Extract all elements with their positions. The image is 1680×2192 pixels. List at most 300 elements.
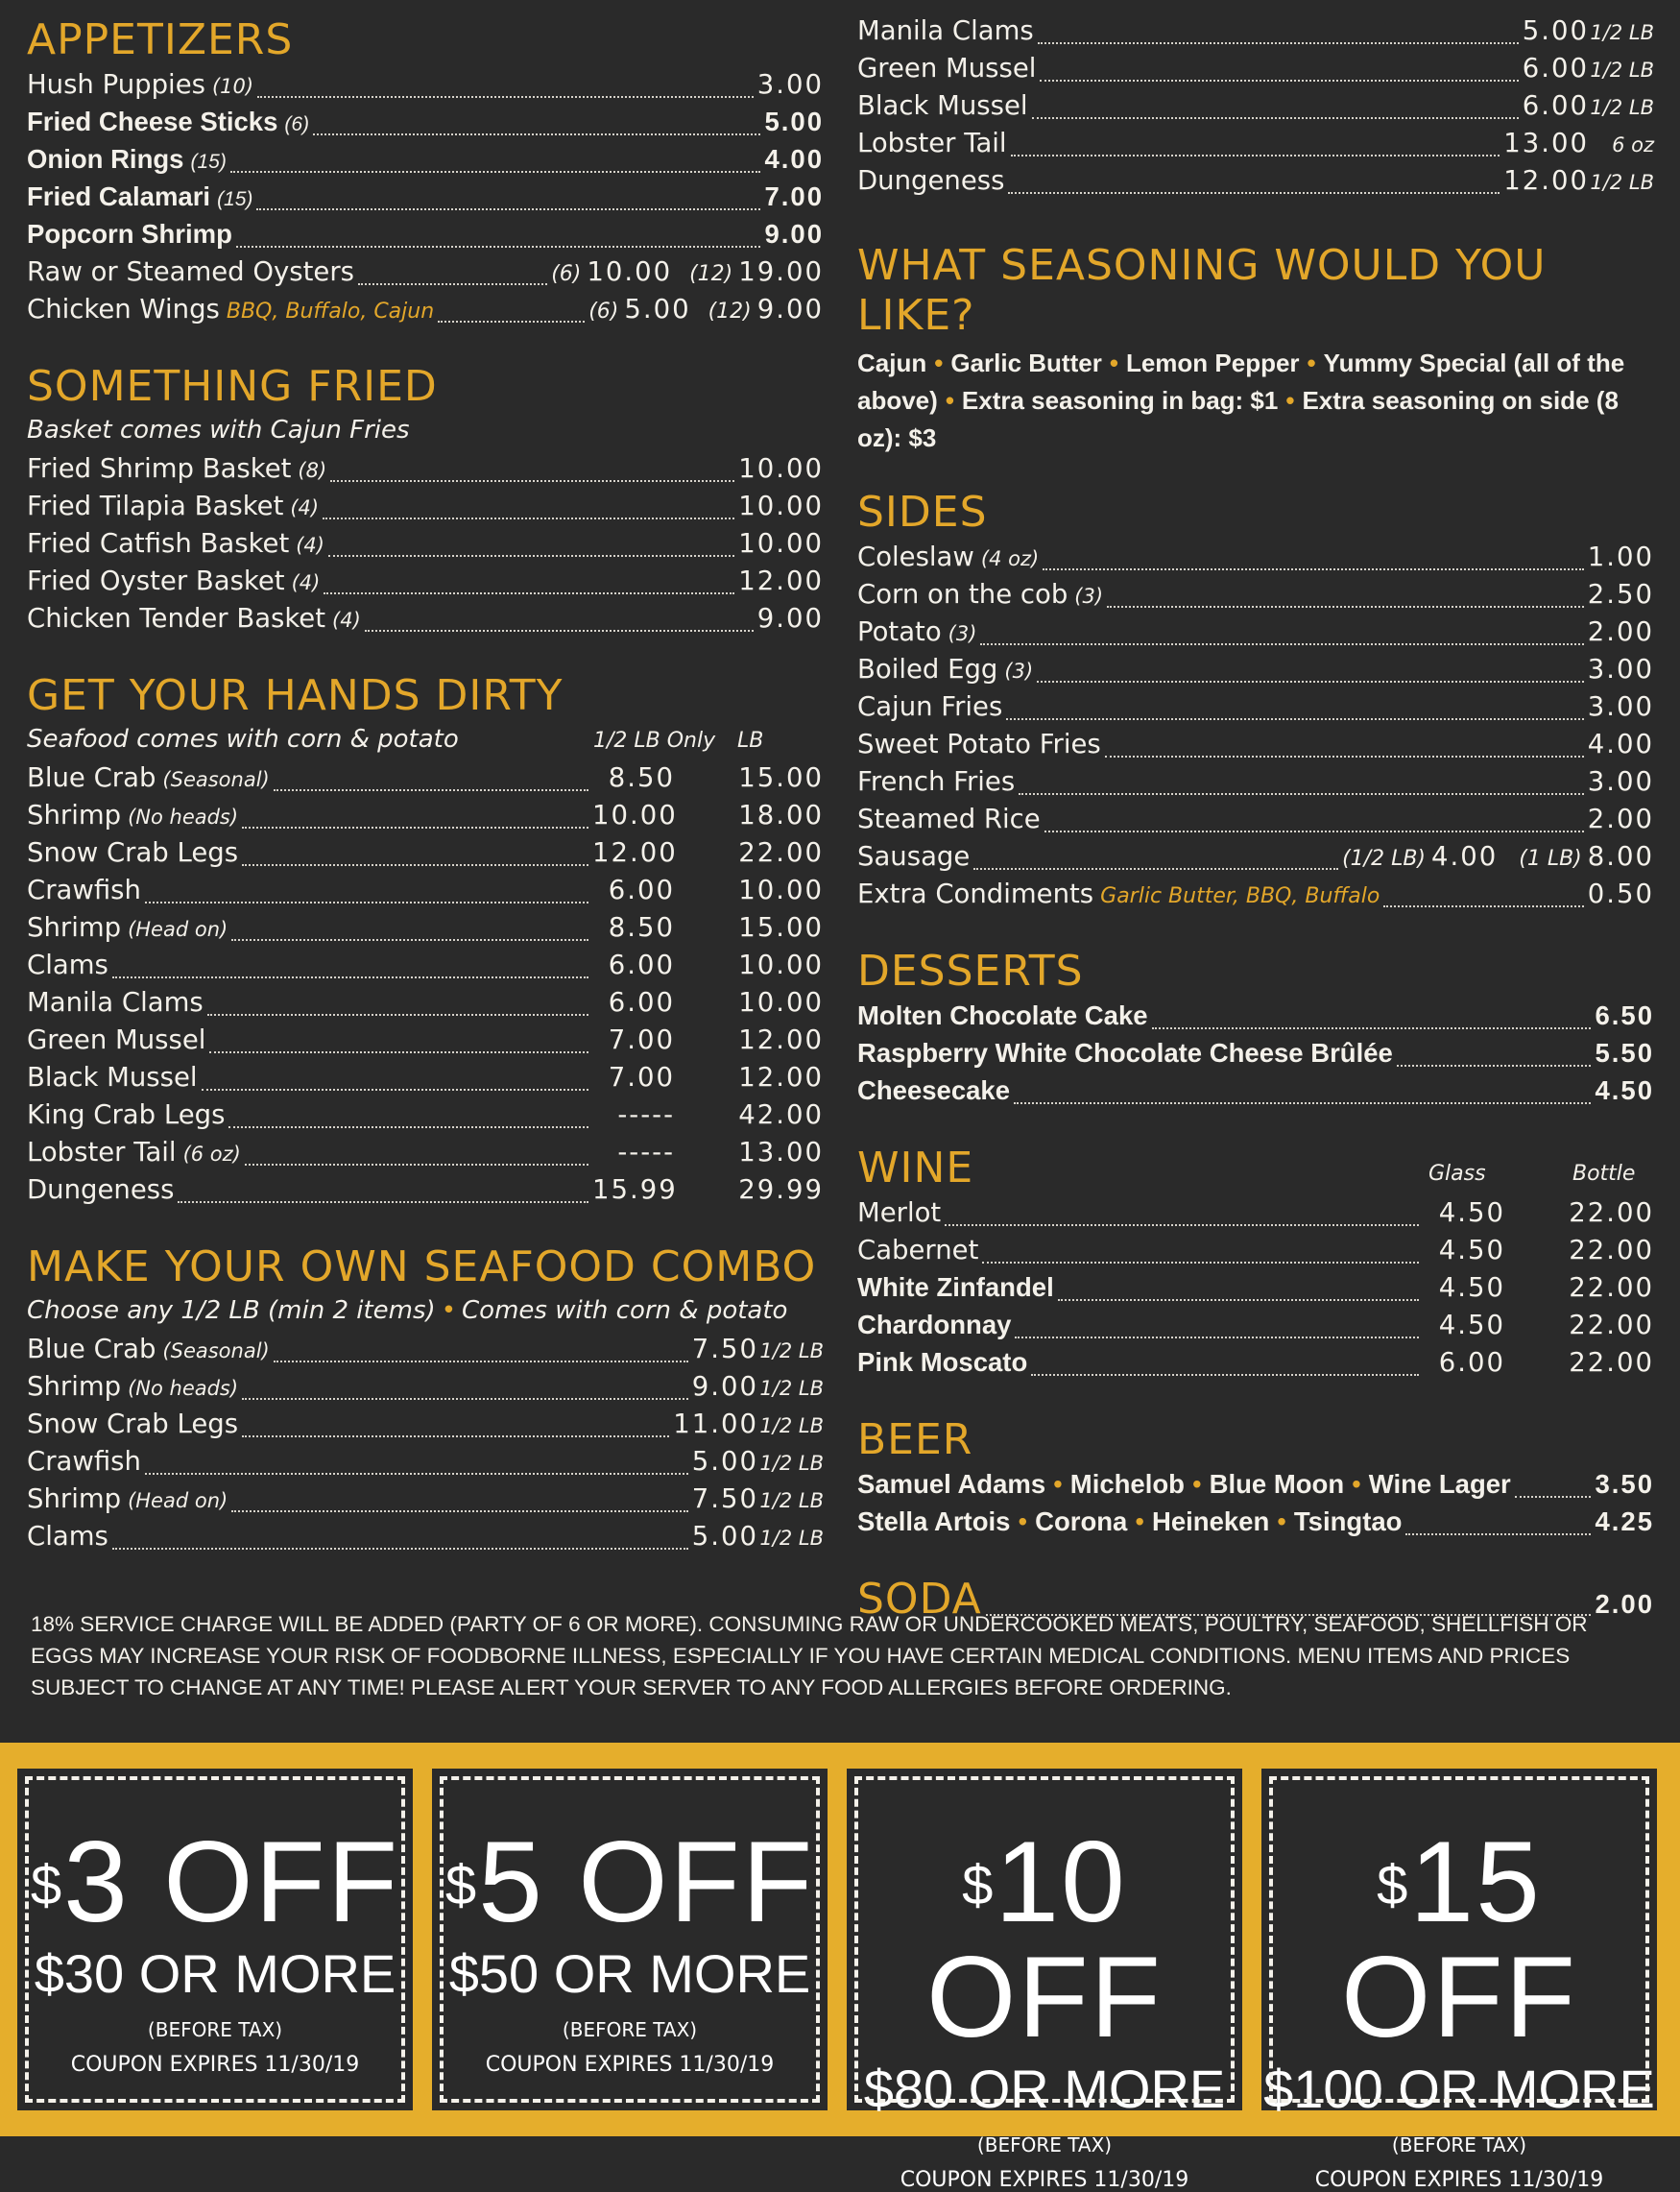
sides-list (857, 542, 1654, 841)
coupon-discount (17, 1818, 413, 1946)
item-name: Fried Shrimp Basket (27, 453, 292, 484)
leader-dots (242, 827, 588, 829)
hands-dirty-title: GET YOUR HANDS DIRTY (27, 671, 564, 720)
item-name: Shrimp (27, 1483, 122, 1514)
leader-dots (145, 902, 588, 903)
item-name: Manila Clams (857, 15, 1034, 46)
menu-item (27, 603, 824, 640)
item-price: 2.50 (1587, 579, 1654, 610)
coupon-discount (1261, 1818, 1657, 2061)
menu-item (857, 616, 1654, 654)
menu-item (27, 1446, 824, 1483)
coupon-tax-note: (BEFORE TAX) (147, 2018, 283, 2041)
item-price: 10.00 (738, 491, 824, 521)
item-name: Black Mussel (27, 1062, 198, 1093)
discount-amount: 15 (1409, 1818, 1542, 1946)
right-column (857, 15, 1654, 1655)
leader-dots (313, 133, 760, 135)
desserts-list (857, 1000, 1654, 1113)
item-price-lb: 15.00 (738, 762, 824, 793)
item-name: Sausage (857, 841, 971, 872)
item-price: 3.00 (1587, 691, 1654, 722)
item-price-half-lb: 7.00 (608, 1062, 675, 1093)
item-price-half-lb: 10.00 (592, 800, 678, 831)
item-name: King Crab Legs (27, 1099, 226, 1130)
leader-dots (982, 1262, 1419, 1264)
item-name: Chicken Wings (27, 294, 220, 325)
beer-name: Corona (1035, 1506, 1128, 1536)
item-price-half-lb: 7.00 (608, 1024, 675, 1055)
leader-dots (242, 1435, 669, 1437)
item-name: Corn on the cob (857, 579, 1068, 610)
column-header-bottle: Bottle (1572, 1162, 1636, 1186)
menu-item-sausage (857, 841, 1654, 879)
item-name: Onion Rings (27, 144, 184, 174)
item-name: Steamed Rice (857, 804, 1041, 834)
seasoning-section (857, 241, 1654, 457)
coupon-card (1261, 1769, 1657, 2192)
discount-amount: 3 (63, 1818, 130, 1946)
menu-item (27, 453, 824, 491)
leader-dots (1015, 1337, 1419, 1338)
seasoning-option: Yummy Special (all of the above) (857, 349, 1625, 415)
item-price: 5.00 (691, 1446, 758, 1477)
menu-item (27, 1483, 824, 1521)
item-name: Dungeness (27, 1174, 175, 1205)
menu-item (27, 950, 824, 987)
item-name: Fried Catfish Basket (27, 528, 290, 559)
item-note: (Seasonal) (162, 1339, 270, 1362)
item-price: 5.00 (764, 107, 824, 136)
menu-item (27, 107, 824, 144)
leader-dots (274, 1361, 688, 1362)
leader-dots (209, 1051, 588, 1053)
subtitle-text: Basket comes with Cajun Fries (27, 416, 410, 445)
item-price: 9.00 (756, 294, 824, 325)
beer-name: Blue Moon (1209, 1469, 1345, 1499)
leader-dots (973, 868, 1338, 870)
sides-title: SIDES (857, 488, 988, 537)
item-price-bottle: 22.00 (1569, 1197, 1654, 1228)
coupon-card (17, 1769, 413, 2110)
item-price: 6.50 (1595, 1000, 1654, 1030)
something-fried-section (27, 362, 824, 640)
leader-dots (1031, 1374, 1419, 1376)
bullet-separator: • (1018, 1506, 1028, 1536)
item-quantity: (6) (588, 300, 619, 324)
beer-name: Stella Artois (857, 1506, 1011, 1536)
leader-dots (1014, 1102, 1591, 1104)
item-price-lb: 18.00 (738, 800, 824, 831)
leader-dots (1038, 42, 1519, 44)
menu-item-extra-condiments (857, 879, 1654, 916)
item-price-lb: 10.00 (738, 875, 824, 905)
coupon-expiration: COUPON EXPIRES 11/30/19 (485, 2053, 775, 2077)
item-price: 10.00 (738, 453, 824, 484)
item-quantity: (6) (551, 262, 582, 286)
menu-item (27, 1137, 824, 1174)
leader-dots (256, 208, 760, 210)
menu-item (27, 1521, 824, 1558)
item-name: Popcorn Shrimp (27, 219, 232, 249)
leader-dots (1006, 718, 1583, 720)
item-name: Coleslaw (857, 542, 974, 572)
item-price: 4.50 (1595, 1075, 1654, 1105)
item-quantity: (12) (708, 300, 752, 324)
item-name: Clams (27, 1521, 108, 1552)
item-price-half-lb: 12.00 (592, 837, 678, 868)
item-price-lb: 12.00 (738, 1024, 824, 1055)
item-price-lb: 15.00 (738, 912, 824, 943)
leader-dots (1037, 681, 1584, 683)
item-price: 11.00 (673, 1409, 758, 1439)
beer-name: Tsingtao (1293, 1506, 1403, 1536)
item-name: Blue Crab (27, 1334, 156, 1364)
wine-list (857, 1197, 1654, 1385)
beer-list (857, 1469, 1654, 1544)
item-note: (4) (296, 534, 324, 557)
discount-off: OFF (163, 1818, 400, 1946)
leader-dots (1405, 1533, 1591, 1535)
item-price: 6.00 (1522, 90, 1589, 121)
leader-dots (1043, 568, 1584, 570)
leader-dots (324, 592, 734, 594)
item-name: Green Mussel (857, 53, 1037, 84)
leader-dots (980, 643, 1583, 645)
menu-item (27, 181, 824, 219)
item-price-glass: 6.00 (1438, 1347, 1505, 1378)
item-name: Cajun Fries (857, 691, 1003, 722)
item-price-half-lb: 6.00 (608, 987, 675, 1018)
menu-item (857, 1038, 1654, 1075)
hands-dirty-list (27, 762, 824, 1212)
coupon-minimum: $50 OR MORE (448, 1943, 811, 2004)
item-price-bottle: 22.00 (1569, 1347, 1654, 1378)
wine-title: WINE (857, 1144, 974, 1192)
menu-item (857, 165, 1654, 203)
menu-item (857, 729, 1654, 766)
bullet-separator: • (945, 386, 954, 415)
combo-section (27, 1242, 824, 1558)
section-subtitle (27, 725, 824, 762)
item-name: Snow Crab Legs (27, 1409, 239, 1439)
leader-dots (242, 1398, 688, 1400)
item-price-lb: 42.00 (738, 1099, 824, 1130)
desserts-section (857, 947, 1654, 1113)
item-price-lb: 10.00 (738, 950, 824, 980)
item-price: 4.00 (764, 144, 824, 174)
leader-dots (1058, 1299, 1419, 1301)
item-price: 12.00 (738, 566, 824, 596)
hands-dirty-section (27, 671, 824, 1212)
leader-dots (257, 96, 754, 98)
item-name: Raspberry White Chocolate Cheese Brûlée (857, 1038, 1393, 1068)
item-price: 19.00 (738, 256, 824, 287)
item-unit: 1/2 LB (1590, 21, 1654, 44)
item-note: (No heads) (128, 806, 239, 829)
leader-dots (231, 1510, 688, 1512)
item-note: (3) (948, 622, 977, 645)
menu-item (857, 90, 1654, 128)
bullet-separator: • (1285, 386, 1295, 415)
item-price: 6.00 (1522, 53, 1589, 84)
item-note: BBQ, Buffalo, Cajun (226, 300, 435, 324)
menu-item (27, 566, 824, 603)
item-unit: 1/2 LB (759, 1452, 824, 1475)
item-note: (3) (1074, 585, 1104, 608)
leader-dots (1019, 793, 1584, 795)
item-note: (6 oz) (182, 1143, 241, 1166)
leader-dots (228, 1126, 588, 1128)
item-unit: 1/2 LB (1590, 171, 1654, 194)
menu-item (27, 491, 824, 528)
dollar-sign: $ (30, 1854, 64, 1916)
item-price: 13.00 (1503, 128, 1589, 158)
item-note: (4) (332, 609, 361, 632)
menu-item (27, 1099, 824, 1137)
menu-item (857, 53, 1654, 90)
item-price-glass: 4.50 (1438, 1310, 1505, 1340)
desserts-title: DESSERTS (857, 947, 1084, 996)
item-name: Snow Crab Legs (27, 837, 239, 868)
item-name: Molten Chocolate Cake (857, 1000, 1148, 1030)
item-price-half-lb: 6.00 (608, 875, 675, 905)
item-price-half-lb: 8.50 (608, 912, 675, 943)
item-name: Manila Clams (27, 987, 204, 1018)
menu-item (27, 219, 824, 256)
item-price-lb: 22.00 (738, 837, 824, 868)
item-note: (8) (298, 459, 327, 482)
item-name: Shrimp (27, 800, 122, 831)
item-price: 7.50 (691, 1334, 758, 1364)
item-price: 0.50 (1587, 879, 1654, 909)
item-note: (Head on) (128, 918, 228, 941)
leader-dots (1044, 831, 1584, 832)
item-price: 5.50 (1595, 1038, 1654, 1068)
leader-dots (1383, 905, 1583, 907)
beer-title: BEER (857, 1415, 973, 1464)
item-note: (6) (284, 113, 310, 135)
item-name: Merlot (857, 1197, 942, 1228)
dollar-sign: $ (962, 1854, 996, 1916)
column-header-lb: LB (737, 729, 764, 753)
item-price: 4.25 (1595, 1506, 1654, 1536)
item-price: 12.00 (1503, 165, 1589, 196)
menu-item (857, 1000, 1654, 1038)
menu-item (27, 1174, 824, 1212)
item-price-half-lb: 6.00 (608, 950, 675, 980)
item-quantity: (1 LB) (1519, 847, 1582, 871)
coupon-card (847, 1769, 1242, 2192)
seasoning-option: Lemon Pepper (1125, 349, 1300, 377)
menu-item (27, 875, 824, 912)
wine-item (857, 1235, 1654, 1272)
item-price-lb: 13.00 (738, 1137, 824, 1168)
item-name: Lobster Tail (27, 1137, 177, 1168)
item-note: (Head on) (128, 1489, 228, 1512)
beer-row (857, 1469, 1654, 1506)
item-unit: 1/2 LB (759, 1414, 824, 1437)
menu-item (27, 800, 824, 837)
item-name: Lobster Tail (857, 128, 1007, 158)
leader-dots (358, 283, 547, 285)
menu-item (857, 15, 1654, 53)
leader-dots (1105, 756, 1584, 758)
menu-item (27, 1409, 824, 1446)
leader-dots (145, 1473, 688, 1475)
leader-dots (1032, 117, 1519, 119)
appetizers-title: APPETIZERS (27, 15, 294, 64)
coupon-tax-note: (BEFORE TAX) (976, 2133, 1113, 2156)
bullet-separator: • (1109, 349, 1118, 377)
item-note: (10) (211, 75, 254, 98)
menu-item (27, 69, 824, 107)
wine-header (857, 1144, 1654, 1197)
item-name: Sweet Potato Fries (857, 729, 1101, 759)
menu-item (857, 654, 1654, 691)
item-name: Green Mussel (27, 1024, 206, 1055)
wine-item (857, 1272, 1654, 1310)
left-column (27, 15, 824, 1589)
coupon-card (432, 1769, 828, 2110)
item-price-lb: 12.00 (738, 1062, 824, 1093)
item-name: French Fries (857, 766, 1016, 797)
item-name: Fried Cheese Sticks (27, 107, 278, 136)
menu-item (27, 1062, 824, 1099)
seasoning-option: Extra seasoning in bag: $1 (961, 386, 1279, 415)
leader-dots (1152, 1027, 1592, 1029)
item-price-half-lb: ----- (617, 1099, 675, 1130)
leader-dots (112, 1548, 688, 1550)
item-price-glass: 4.50 (1438, 1272, 1505, 1303)
item-price: 10.00 (587, 256, 673, 287)
item-name: Raw or Steamed Oysters (27, 256, 354, 287)
subtitle-text: Comes with corn & potato (462, 1296, 788, 1325)
menu-item (857, 579, 1654, 616)
item-price: 2.00 (1595, 1589, 1654, 1619)
leader-dots (1107, 606, 1584, 608)
discount-amount: 5 (478, 1818, 544, 1946)
menu-item (857, 691, 1654, 729)
item-price: 5.00 (1522, 15, 1589, 46)
item-note: (No heads) (128, 1377, 239, 1400)
disclaimer-text: 18% SERVICE CHARGE WILL BE ADDED (PARTY OF 6 OR MORE). CONSUMING RAW OR UNDERCOOKED MEATS, POULTRY, SEAFOOD, SHELLFISH OR EGGS MAY INCREASE YOUR RISK OF FOODBORNE ILLNESS, ESPECIALLY IF YOU HAVE CERTAIN MEDICAL CONDITIONS. MENU ITEMS AND PRICES SUBJECT TO CHANGE AT ANY TIME! PLEASE ALERT YOUR SERVER TO ANY FOOD ALLERGIES BEFORE ORDERING. (31, 1612, 1588, 1699)
leader-dots (207, 1014, 588, 1016)
item-price: 4.00 (1431, 841, 1499, 872)
menu-item (27, 987, 824, 1024)
section-subtitle (27, 416, 824, 453)
combo-continued (857, 15, 1654, 203)
subtitle-text: Choose any 1/2 LB (min 2 items) (27, 1296, 436, 1325)
leader-dots (112, 976, 588, 978)
item-quantity: (1/2 LB) (1342, 847, 1427, 871)
seasoning-option: Cajun (857, 349, 927, 377)
leader-dots (365, 630, 754, 632)
bullet-separator: • (1277, 1506, 1286, 1536)
item-name: Cheesecake (857, 1075, 1011, 1105)
item-name: Clams (27, 950, 108, 980)
appetizers-section (27, 15, 824, 331)
item-price: 5.00 (691, 1521, 758, 1552)
item-name: Blue Crab (27, 762, 156, 793)
item-price: 3.00 (1587, 654, 1654, 685)
item-price: 1.00 (1587, 542, 1654, 572)
item-name: Shrimp (27, 1371, 122, 1402)
seasoning-option: Garlic Butter (950, 349, 1102, 377)
seasoning-title: WHAT SEASONING WOULD YOU LIKE? (857, 241, 1547, 340)
item-price: 9.00 (691, 1371, 758, 1402)
bullet-separator: • (1053, 1469, 1063, 1499)
menu-item (857, 542, 1654, 579)
fried-list (27, 453, 824, 640)
leader-dots (1008, 192, 1500, 194)
item-name: Potato (857, 616, 942, 647)
bullet-separator: • (1191, 1469, 1202, 1499)
item-note: Garlic Butter, BBQ, Buffalo (1100, 884, 1380, 908)
seasoning-options (857, 345, 1654, 457)
item-name: Boiled Egg (857, 654, 998, 685)
combo-list-left (27, 1334, 824, 1558)
item-price-lb: 29.99 (738, 1174, 824, 1205)
item-name: Extra Condiments (857, 879, 1094, 909)
item-price: 7.00 (764, 181, 824, 211)
item-note: (15) (217, 188, 253, 210)
item-price-glass: 4.50 (1438, 1235, 1505, 1265)
menu-item-oysters (27, 256, 824, 294)
discount-off: OFF (1341, 1933, 1577, 2061)
item-price-bottle: 22.00 (1569, 1272, 1654, 1303)
item-price-lb: 10.00 (738, 987, 824, 1018)
seasoning-option: Extra seasoning on side (8 oz): $3 (857, 386, 1619, 452)
item-note: (15) (190, 151, 227, 173)
item-price: 2.00 (1587, 616, 1654, 647)
menu-item (857, 128, 1654, 165)
combo-list-right (857, 15, 1654, 203)
item-name: Chicken Tender Basket (27, 603, 326, 634)
leader-dots (1011, 155, 1500, 157)
coupon-expiration: COUPON EXPIRES 11/30/19 (1314, 2168, 1604, 2192)
beer-row (857, 1506, 1654, 1544)
menu-item (27, 837, 824, 875)
menu-item (27, 912, 824, 950)
item-price: 3.50 (1595, 1469, 1654, 1499)
item-price: 8.00 (1587, 841, 1654, 872)
wine-item (857, 1310, 1654, 1347)
item-unit: 1/2 LB (1590, 96, 1654, 119)
item-unit: 6 oz (1612, 133, 1654, 157)
column-header-half-lb: 1/2 LB Only (593, 729, 716, 753)
coupon-discount (432, 1818, 828, 1946)
item-price-half-lb: ----- (617, 1137, 675, 1168)
item-unit: 1/2 LB (759, 1339, 824, 1362)
leader-dots (202, 1089, 588, 1091)
item-name: Crawfish (27, 875, 141, 905)
discount-off: OFF (578, 1818, 815, 1946)
item-unit: 1/2 LB (759, 1377, 824, 1400)
item-unit: 1/2 LB (759, 1489, 824, 1512)
bullet-separator: • (1307, 349, 1316, 377)
leader-dots (323, 518, 734, 519)
item-note: (Seasonal) (162, 768, 270, 791)
appetizers-list (27, 69, 824, 256)
coupon-tax-note: (BEFORE TAX) (1391, 2133, 1527, 2156)
menu-item (857, 804, 1654, 841)
item-price: 4.00 (1587, 729, 1654, 759)
leader-dots (274, 789, 588, 791)
coupon-minimum: $100 OR MORE (1263, 2059, 1655, 2119)
item-price: 9.00 (764, 219, 824, 249)
menu-item (27, 762, 824, 800)
